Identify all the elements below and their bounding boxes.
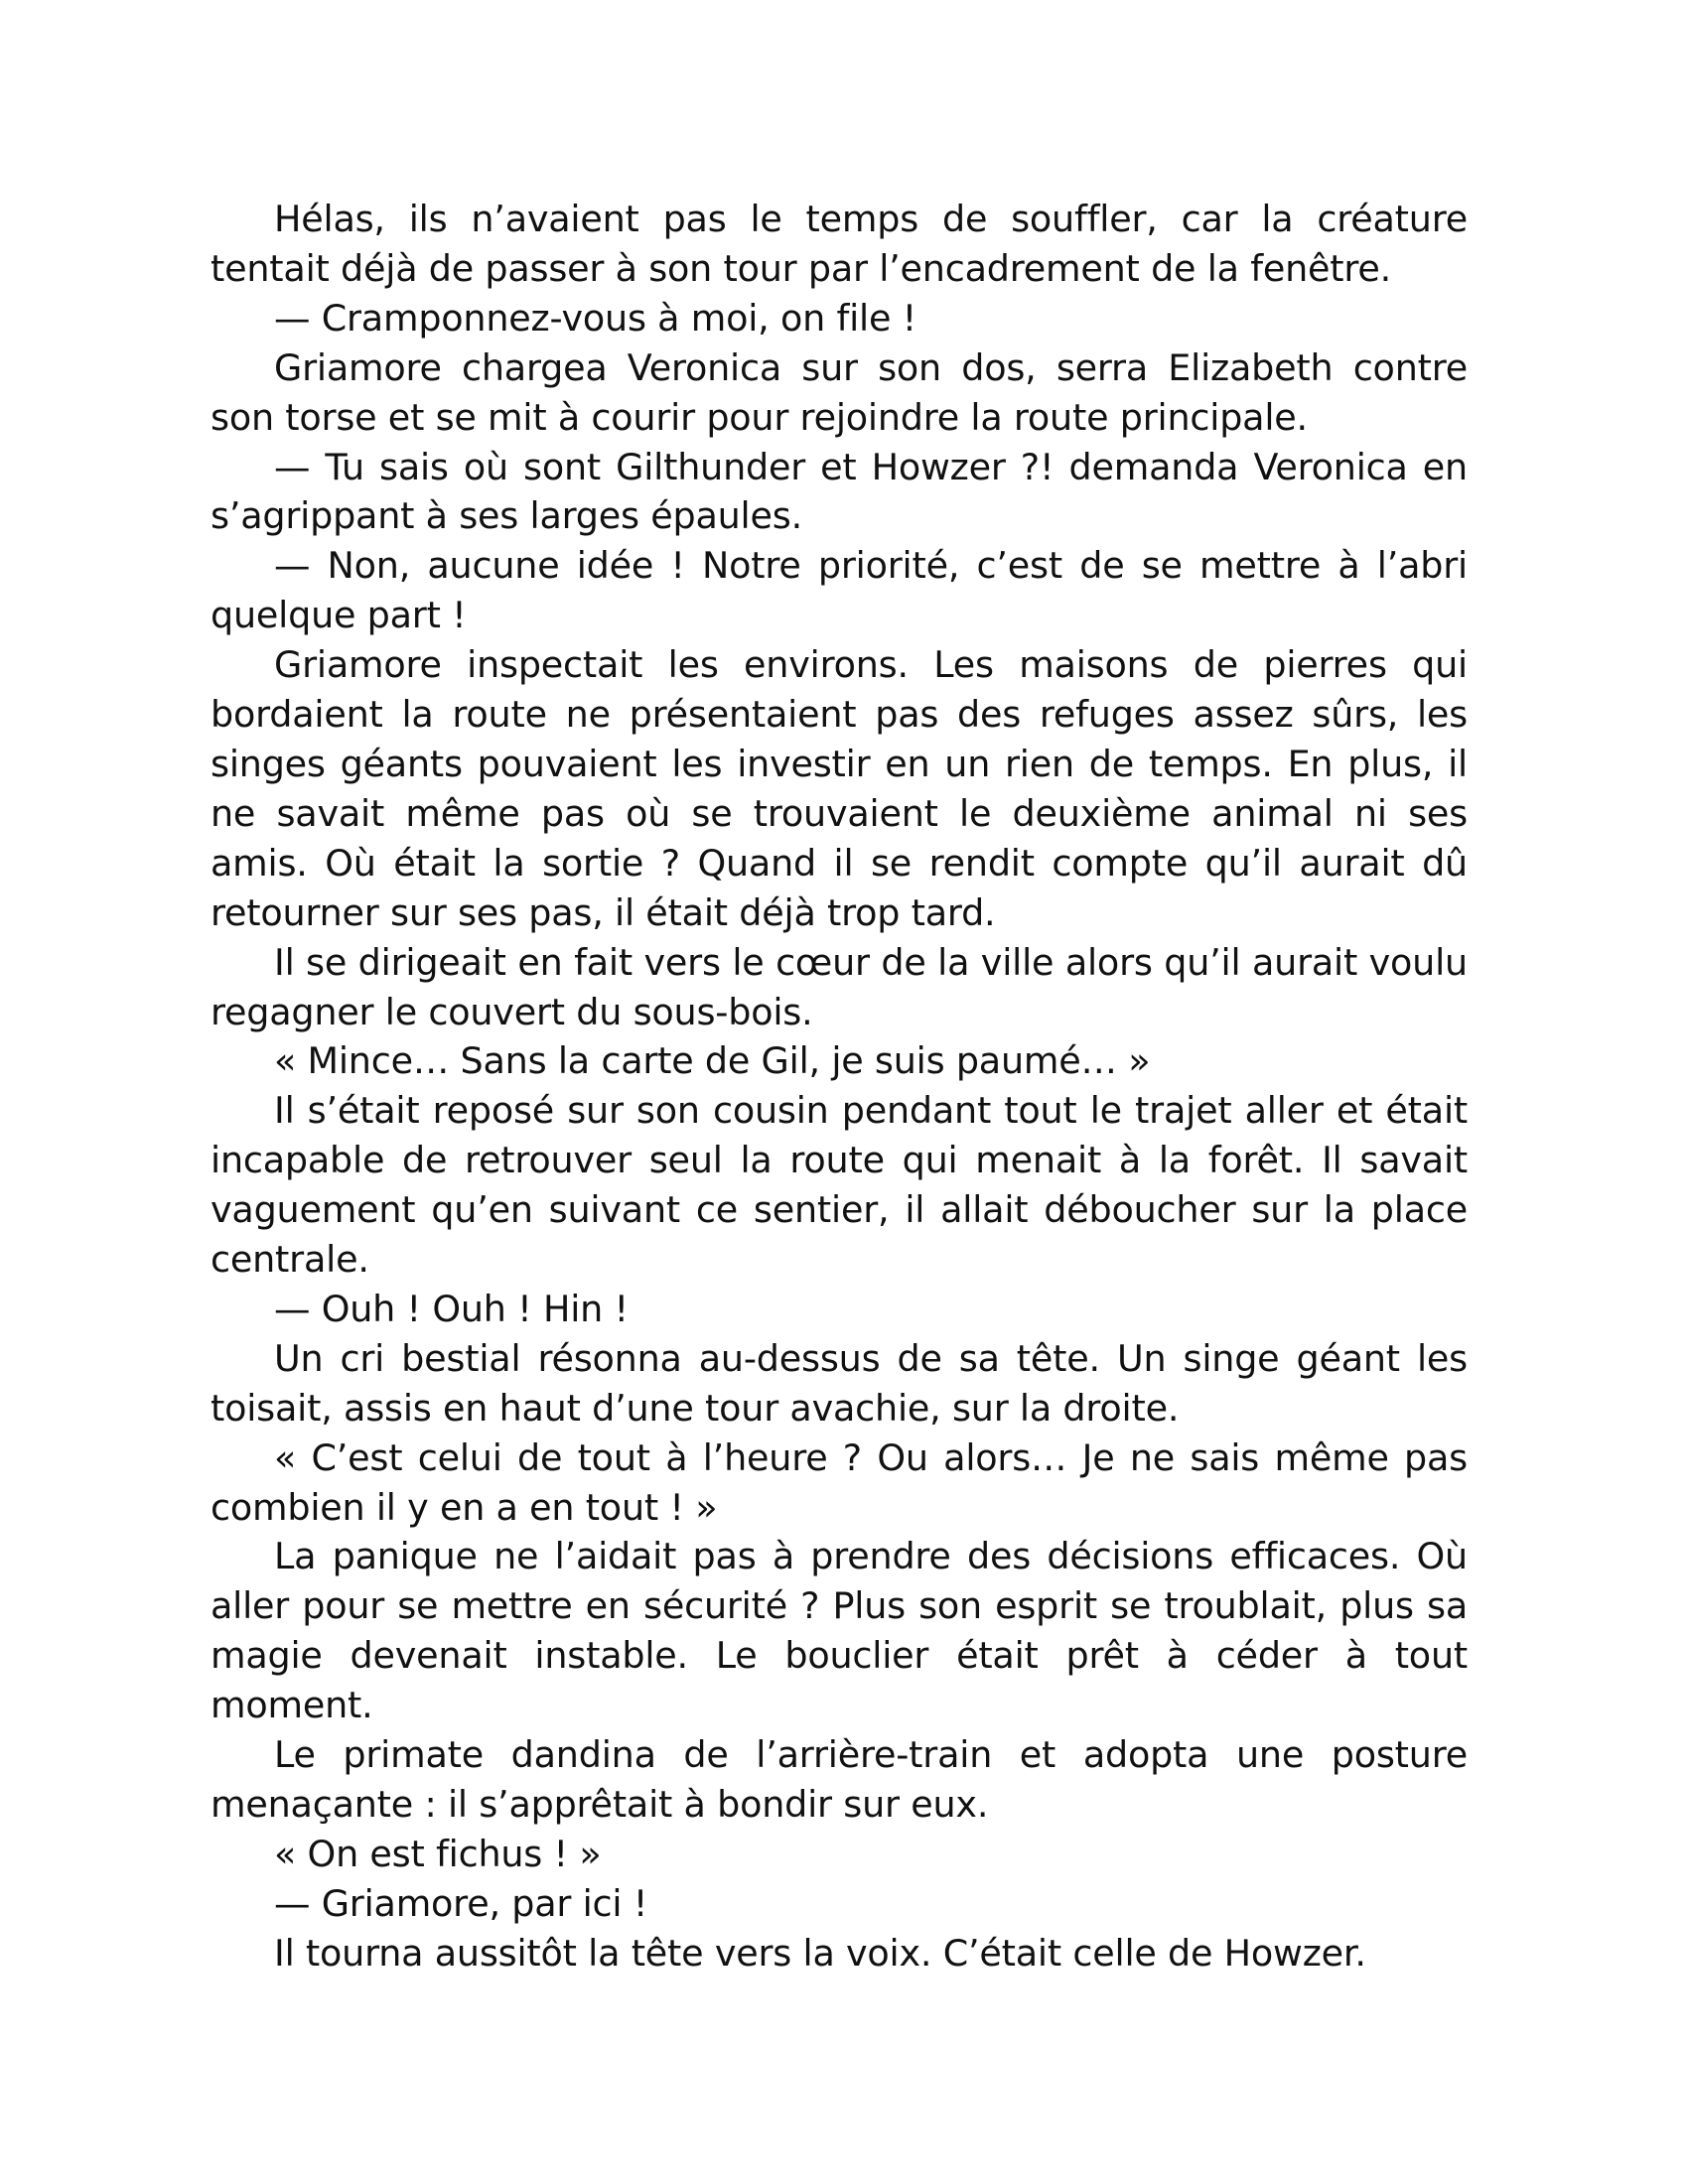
- dialogue-line: — Griamore, par ici !: [274, 1881, 648, 1925]
- paragraph: Griamore inspectait les environs. Les maisons de pierres qui bordaient la route ne présentaient pas des refuges assez sûrs, les singes géants pouvaient les investir en un rien de temps. En plus, il ne savait même pas où se trouvaient le deuxième animal ni ses amis. Où était la sortie ? Quand il se rendit compte qu’il aurait dû retourner sur ses pas, il était déjà trop tard.: [211, 643, 1468, 934]
- inner-thought: « Mince… Sans la carte de Gil, je suis paumé… »: [274, 1039, 1151, 1083]
- page-body: [211, 195, 1468, 1979]
- paragraph: Il tourna aussitôt la tête vers la voix. C’était celle de Howzer.: [274, 1931, 1366, 1975]
- paragraph: Il se dirigeait en fait vers le cœur de la ville alors qu’il aurait voulu regagner le couvert du sous-bois.: [211, 940, 1468, 1033]
- paragraph: La panique ne l’aidait pas à prendre des décisions efficaces. Où aller pour se mettre en sécurité ? Plus son esprit se troublait, plus sa magie devenait instable. Le bouclier était prêt à céder à tout moment.: [211, 1535, 1468, 1727]
- dialogue-line: — Cramponnez-vous à moi, on file !: [274, 296, 917, 340]
- paragraph: Griamore chargea Veronica sur son dos, serra Elizabeth contre son torse et se mit à courir pour rejoindre la route principale.: [211, 345, 1468, 439]
- dialogue-line: — Non, aucune idée ! Notre priorité, c’est de se mettre à l’abri quelque part !: [211, 544, 1468, 637]
- inner-thought: « On est fichus ! »: [274, 1832, 602, 1875]
- dialogue-line: — Tu sais où sont Gilthunder et Howzer ?! demanda Veronica en s’agrippant à ses larges épaules.: [211, 445, 1468, 538]
- paragraph: Le primate dandina de l’arrière-train et adopta une posture menaçante : il s’apprêtait à bondir sur eux.: [211, 1733, 1468, 1826]
- paragraph: Un cri bestial résonna au-dessus de sa tête. Un singe géant les toisait, assis en haut d’une tour avachie, sur la droite.: [211, 1336, 1468, 1430]
- dialogue-line: — Ouh ! Ouh ! Hin !: [274, 1287, 629, 1330]
- paragraph: Hélas, ils n’avaient pas le temps de souffler, car la créature tentait déjà de passer à son tour par l’encadrement de la fenêtre.: [211, 198, 1468, 290]
- inner-thought: « C’est celui de tout à l’heure ? Ou alors… Je ne sais même pas combien il y en a en tout ! »: [211, 1435, 1468, 1529]
- paragraph: Il s’était reposé sur son cousin pendant tout le trajet aller et était incapable de retrouver seul la route qui menait à la forêt. Il savait vaguement qu’en suivant ce sentier, il allait déboucher sur la place centrale.: [211, 1089, 1468, 1282]
